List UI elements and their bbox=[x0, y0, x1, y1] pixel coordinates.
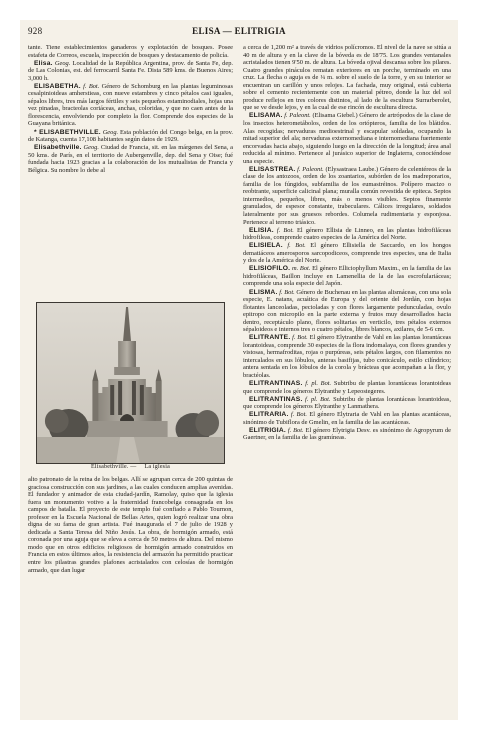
dictionary-entry bbox=[243, 242, 451, 265]
left-column bbox=[28, 44, 233, 714]
dictionary-entry bbox=[243, 112, 451, 165]
running-title: ELISA — ELITRIGIA bbox=[192, 26, 286, 36]
church-photo bbox=[36, 302, 225, 464]
entry-text: Género de Buchenau en las plantas alismáceas, con una sola especie, E. natans, acuática de Europa y del oriente del Jordán, con hojas flotantes lanceoladas, pecioladas y con flores largamente pedunculadas, ovulo epitropo con micropilo en la parte externa y frutos muy desarrollados hacia dentro, receptáculo plano, flores solitarias en verticilo, tres pétalos externos sépaloideos e internos tres o cuatro pétalos, libres blancos, axilares, de 5-6 cm. bbox=[243, 288, 451, 334]
dictionary-entry bbox=[28, 44, 233, 59]
scanned-page bbox=[20, 20, 458, 720]
entry-grammar: f. pl. Bot. bbox=[305, 380, 332, 388]
entry-text: El género Ellisia de Linneo, en las plantas hidrofiláceas hidrofileas, comprende cuatro especies de la América del Norte. bbox=[243, 226, 451, 242]
entry-grammar: f. Bot. bbox=[83, 82, 100, 90]
entry-headword: ELISIOFILO. bbox=[249, 265, 291, 273]
entry-grammar: f. Bot. bbox=[290, 411, 307, 419]
page-number: 928 bbox=[28, 26, 43, 36]
church-illustration bbox=[37, 303, 224, 463]
entry-headword: ELISMA. bbox=[249, 288, 278, 296]
body-paragraph: alto patronato de la reina de los belgas. Allí se agrupan cerca de 200 quintas de graciosa construcción con sus jardines, a las cuales conducen amplias avenidas. El fundador y animador de esta ciudad-jardín, Ramolay, quiso que la iglesia fuera un monumento votivo a la fraternidad francobelga consagrada en los campos de batalla. El proyecto de este templo fué confiado a Pablo Tournon, profesor en la Escuela Nacional de Bellas Artes, quien logró realizar una obra digna de su fama de gran artista. Fué inaugurada el 7 de julio de 1928 y dedicada a Santa Teresa del Niño Jesús. La obra, de hormigón armado, está coronada por una aguja que se eleva a cerca de 50 metros de altura. Del mismo modo que en otros edificios religiosos de hormigón armado construidos en Francia en estos últimos años, la resistencia del armazón ha permitido practicar entre los pilastras grandes plafones acristalados con celosías de hormigón armado, que dan lugar bbox=[28, 476, 233, 574]
entry-headword: ELITRANTINAS. bbox=[249, 395, 303, 403]
entry-grammar: m. Bot. bbox=[291, 265, 311, 273]
dictionary-entry bbox=[28, 60, 233, 83]
church-figure bbox=[36, 302, 225, 474]
left-column-entries bbox=[28, 44, 233, 300]
entry-text: (Elisama Giebel.) Género de artrópodos de la clase de los insectos heterometábolos, orden de los ortópteros, familia de los blátidos. Alas recogidas; nervaduras medioestrinal y escapular soldadas, ocupando la mitad superior del ala; nervaduras externomediana e internomediana fuertemente encorvadas hacia abajo, siguiendo luego en la dirección de la longitud; área anal reducida al mínimo. Pertenece al jurásico superior de Inglaterra, conociéndose una especie. bbox=[243, 112, 451, 165]
entry-grammar: f. pl. Bot. bbox=[305, 395, 331, 403]
dictionary-entry bbox=[243, 227, 451, 242]
entry-text: a cerca de 1,200 m² a través de vidrios polícromos. El nivel de la nave se sitúa a 40 m de altura y en la clave de la bóveda es de 18'75. Los grandes ventanales acristalados tienen 9'50 m. de altura. La bóveda ojival descansa sobre los pilares. Cuatro grandes pináculos rematan exteriores en un porche, terminado en una cruz. La flecha o aguja es de ¼ m. sobre el suelo de la torre, y en su interior se encuentran un carillón y unos relojes. La fachada, muy original, está cubierta sobre el cemento recientemente con un material pétreo, donde la luz del sol produce reflejos en tres colores distintos, al lado de la escultura Surrarberolet, que se ve desde lejos, y en la cual de ese rincón de escultura directa. bbox=[243, 44, 451, 112]
dictionary-entry bbox=[243, 265, 451, 288]
entry-grammar: Geog. bbox=[102, 128, 119, 136]
entry-text: tante. Tiene establecimientos ganaderos y explotación de bosques. Posee estafeta de Correos, escuela, inspección de bosques y destacamento de policía. bbox=[28, 44, 233, 59]
entry-text: El género Elytranthe de Vahl en las plantas lorantáceas lorantoideas, comprende 30 especies de la flora indomalaya, con flores grandes y vistosas, hermafroditas, rojas o purpúreas, seis pétalos largos, con filamentos no intercalados en sus lóbulos, anteras basifijas, tubo conicáculo, estilo cilíndrico; antera sentada en los lóbulos de la corola y brácteas que acompañan a la flor, y bractéolas. bbox=[243, 334, 451, 380]
entry-headword: ELISABETHA. bbox=[34, 82, 81, 90]
entry-headword: ELISIELA. bbox=[249, 242, 283, 250]
entry-text: Ciudad de Francia, sit. en las márgenes del Sena, a 50 kms. de París, en el territorio de Aubergenville, dep. del Sena y Oise; fué fundada hacia 1923 gracias a la colaboración de los mutualistas de Francia y Bélgica. Su nombre lo debe al bbox=[28, 144, 233, 174]
entry-grammar: f. Bot. bbox=[279, 288, 295, 296]
entry-text: Subtribu de plantas lorantáceas lorantoideas que comprende los géneros Elytranthe y Lepeostegeres. bbox=[243, 380, 451, 395]
entry-headword: ELISIA. bbox=[249, 226, 274, 234]
right-column bbox=[243, 44, 451, 714]
dictionary-entry bbox=[243, 44, 451, 112]
entry-text: El género Elliciophyllum Maxim., en la familia de las hidrofiláceas, Baillon incluye en Lamenellia de la de las escrofulariáceas; comprende una sola especie del Japón. bbox=[243, 265, 451, 288]
dictionary-entry bbox=[243, 396, 451, 411]
dictionary-entry bbox=[243, 289, 451, 334]
entry-headword: ELISASTREA. bbox=[249, 165, 296, 173]
entry-grammar: f. Paleont. bbox=[297, 165, 324, 173]
entry-headword: Elisabethville. bbox=[34, 144, 82, 152]
entry-text: El género Elytraria de Vahl en las plantas acantáceas, sinónimo de Tubiflora de Gmelin, en la familia de las acantáceas. bbox=[243, 411, 451, 426]
entry-text: Subtribu de plantas lorantáceas lorantoideas, que comprende los géneros Elytranthe y Lanmathera. bbox=[243, 395, 451, 411]
caption-place: Elisabethville. — bbox=[91, 464, 137, 470]
left-column-continuation bbox=[28, 476, 233, 575]
entry-grammar: f. Paleont. bbox=[284, 112, 311, 120]
dictionary-entry bbox=[28, 83, 233, 128]
dictionary-entry bbox=[243, 334, 451, 379]
dictionary-entry bbox=[28, 144, 233, 174]
entry-grammar: Geog. bbox=[54, 59, 71, 67]
entry-headword: ELITRARIA. bbox=[249, 411, 289, 419]
entry-grammar: Geog. bbox=[83, 144, 99, 152]
entry-headword: ELITRANTE. bbox=[249, 334, 291, 342]
page-header bbox=[28, 26, 450, 40]
dictionary-entry bbox=[243, 427, 451, 442]
figure-caption bbox=[36, 464, 225, 472]
entry-headword: ELITRIGIA. bbox=[249, 426, 286, 434]
entry-text: El género Elytrigia Desv. es sinónimo de Agropyrum de Gaertner, en la familia de las gramíneas. bbox=[243, 426, 451, 442]
dictionary-entry bbox=[243, 166, 451, 226]
entry-grammar: f. Bot. bbox=[276, 226, 294, 234]
entry-text: Género de Schomburg en las plantas leguminosas cesalpinioideas amherstieas, con nueve estambres y cinco pétalos casi iguales, sépalos libres, tres más largos fértiles y seis pequeños estaminodiales, hojas una vez pinadas, bracteolas coriáceas, anchas, coloridas, y que no caen antes de la florescencia, envolviendo por completo la flor. Comprende dos especies de la Guayana británica. bbox=[28, 82, 233, 128]
dictionary-entry bbox=[243, 380, 451, 395]
dictionary-entry bbox=[243, 411, 451, 426]
entry-headword: Elisa. bbox=[34, 59, 53, 67]
entry-headword: * ELISABETHVILLE. bbox=[34, 128, 101, 136]
dictionary-entry bbox=[28, 129, 233, 144]
entry-text: Localidad de la República Argentina, prov. de Santa Fe, dep. de Las Colonias, est. del ferrocarril Santa Fe. Dista 589 kms. de Buenos Aires; 3,000 h. bbox=[28, 59, 233, 82]
caption-subject: La iglesia bbox=[144, 464, 170, 470]
entry-grammar: f. Bot. bbox=[287, 242, 306, 250]
entry-text: Esta población del Congo belga, en la prov. de Katanga, cuenta 17,108 habitantes según datos de 1929. bbox=[28, 128, 233, 144]
entry-grammar: f. Bot. bbox=[287, 426, 304, 434]
entry-grammar: f. Bot. bbox=[292, 334, 308, 342]
entry-headword: ELITRANTINAS. bbox=[249, 380, 303, 388]
entry-headword: ELISAMA. bbox=[249, 112, 283, 120]
entry-text: El género Ellisiella de Saccardo, en los hongos dematiáceos amerosporos sarcopodiceos, comprende tres especies, una de Italia y dos de la América del Norte. bbox=[243, 242, 451, 265]
entry-text: (Elysastraea Laube.) Género de celentéreos de la clase de los antozoos, orden de los zoantarios, subórden de los madreporarios, familia de los fúngidos, subfamilia de los eumastréinos. Polípero macizo o reobtrante, superficie calicinal plana; muralla común revestida de epiteca. Septos intermedios, pequeños, libres, más o menos visibles. Septos finamente granulados, de espesor constante, trabeculares. Cálices irregulares, soldados lateralmente por sus gruesos rebordes. Columela rudimentaria y esponjosa. Pertenece al terreno triásico. bbox=[243, 165, 451, 226]
